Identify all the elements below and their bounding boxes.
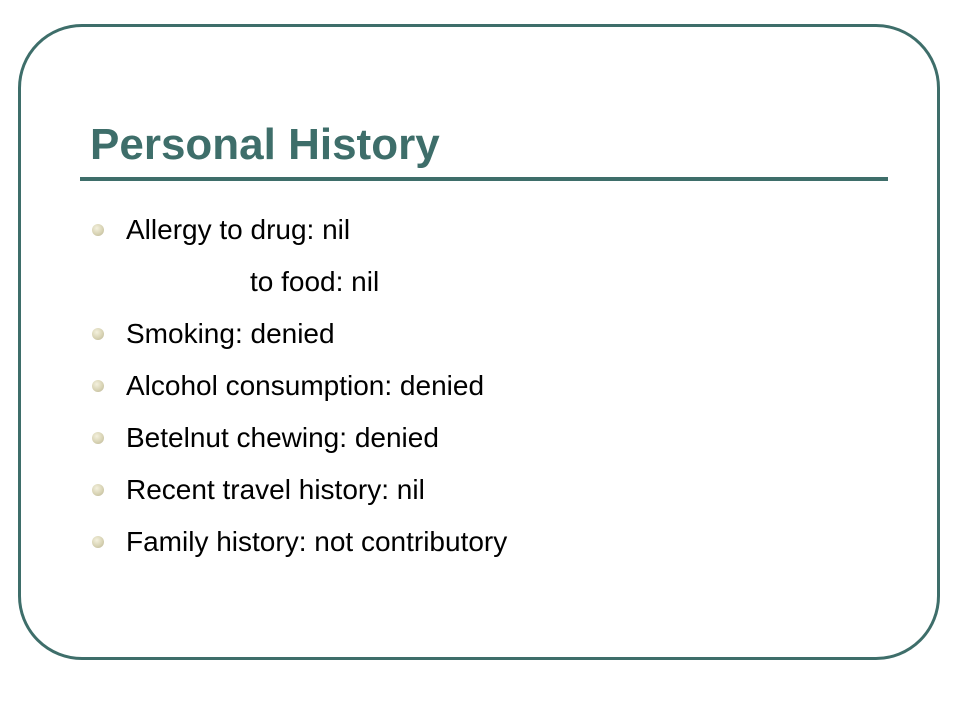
- list-item: [0, 464, 960, 516]
- bullet-icon: [92, 224, 104, 236]
- list-item: [0, 204, 960, 256]
- bullet-icon: [92, 380, 104, 392]
- list-item: [0, 516, 960, 568]
- list-item-text: Recent travel history: nil: [126, 474, 425, 505]
- list-item-text: Betelnut chewing: denied: [126, 422, 439, 453]
- bullet-icon: [92, 536, 104, 548]
- bullet-icon: [92, 484, 104, 496]
- bullet-icon: [92, 432, 104, 444]
- list-item-text: to food: nil: [250, 266, 380, 297]
- list-item-text: Allergy to drug: nil: [126, 214, 351, 245]
- list-item-continuation: [0, 256, 960, 308]
- list-item: [0, 360, 960, 412]
- bullet-icon: [92, 328, 104, 340]
- bullet-list: [0, 204, 960, 568]
- slide-title: Personal History: [90, 120, 440, 169]
- list-item-text: Smoking: denied: [126, 318, 335, 349]
- list-item: [0, 308, 960, 360]
- list-item: [0, 412, 960, 464]
- list-item-text: Alcohol consumption: denied: [126, 370, 485, 401]
- title-underline: [80, 177, 888, 181]
- list-item-text: Family history: not contributory: [126, 526, 508, 557]
